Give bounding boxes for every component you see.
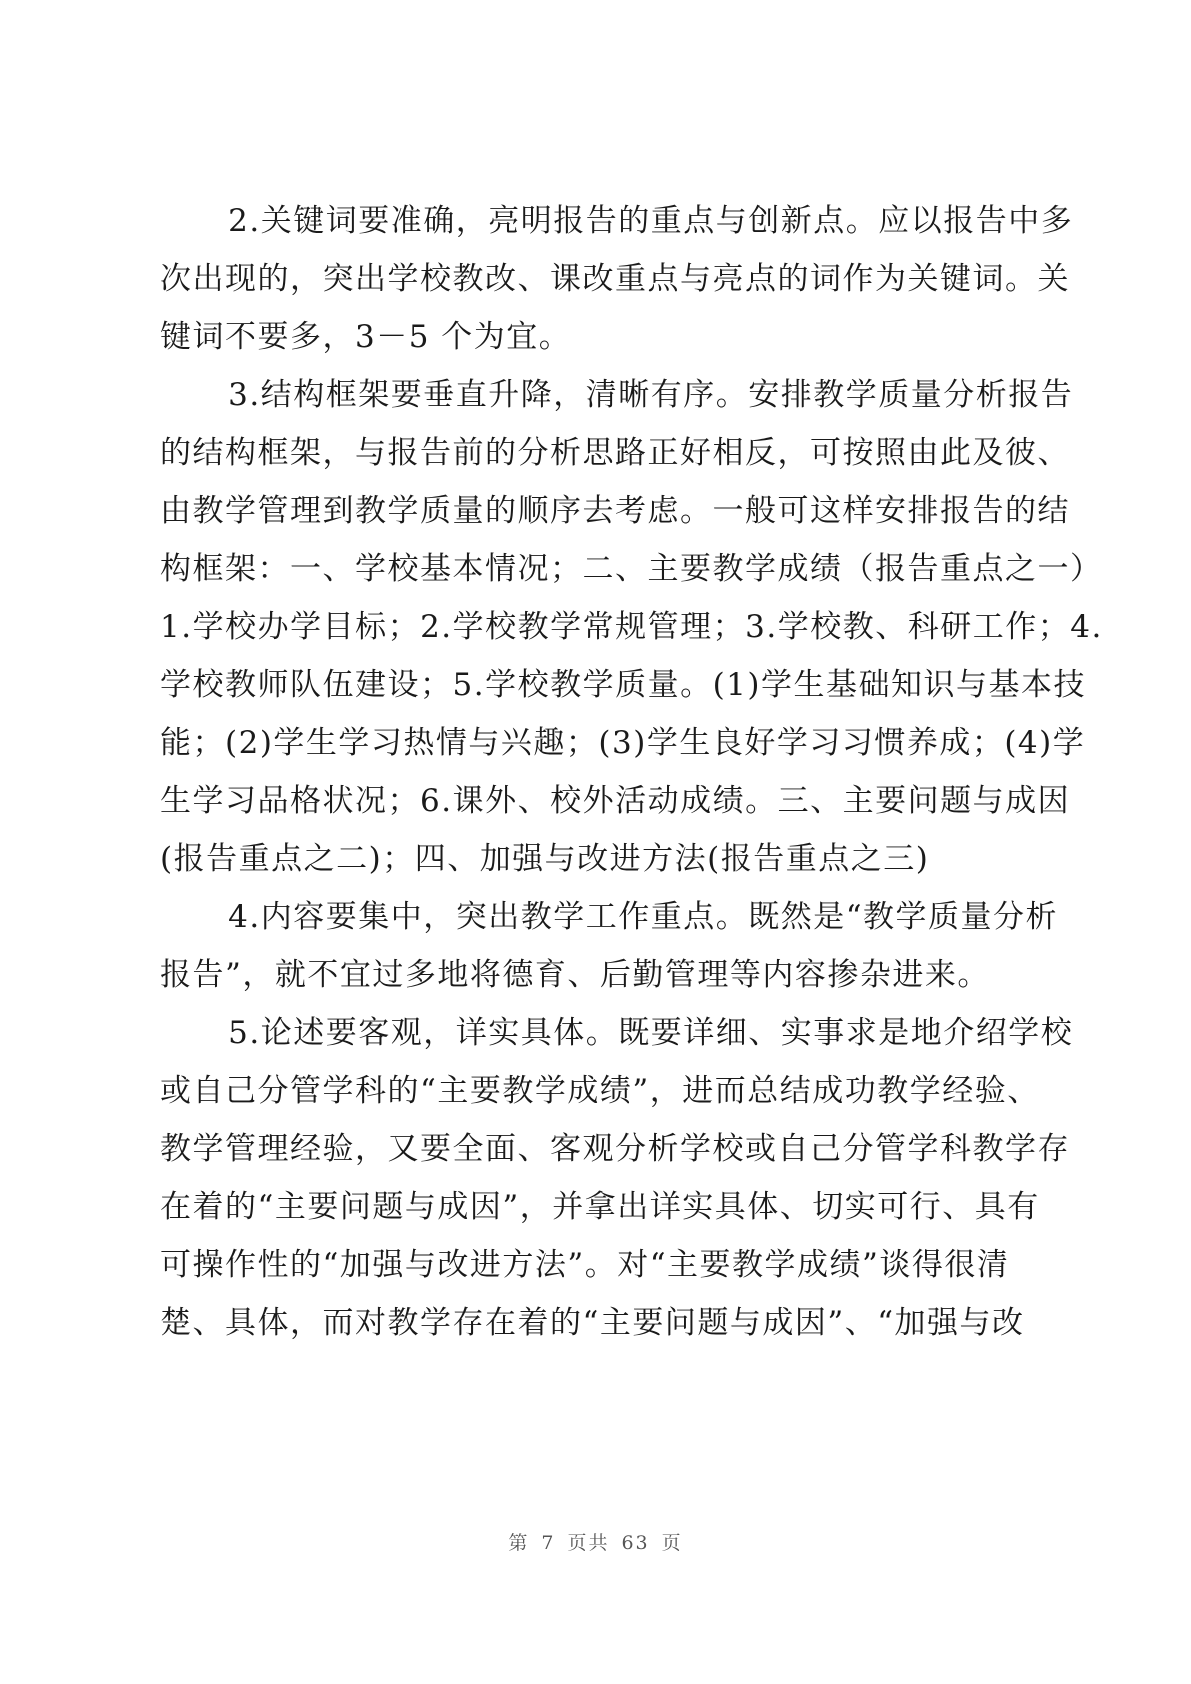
text-line: 4.内容要集中，突出教学工作重点。既然是“教学质量分析 [160, 899, 1059, 935]
footer-total-pages: 63 [621, 1532, 650, 1554]
text-line: 3.结构框架要垂直升降，清晰有序。安排教学质量分析报告 [160, 377, 1074, 413]
text-line: 学校教师队伍建设；5.学校教学质量。(1)学生基础知识与基本技 [160, 667, 1086, 703]
footer-current-page: 7 [541, 1532, 556, 1554]
text-line: 报告”，就不宜过多地将德育、后勤管理等内容掺杂进来。 [160, 957, 990, 993]
text-line: 键词不要多，3－5 个为宜。 [160, 319, 572, 355]
text-line: 教学管理经验，又要全面、客观分析学校或自己分管学科教学存 [160, 1131, 1070, 1167]
text-line: 5.论述要客观，详实具体。既要详细、实事求是地介绍学校 [160, 1015, 1074, 1051]
text-line: 构框架：一、学校基本情况；二、主要教学成绩（报告重点之一） [160, 551, 1103, 587]
text-line: 2.关键词要准确，亮明报告的重点与创新点。应以报告中多 [160, 203, 1074, 239]
text-line: 1.学校办学目标；2.学校教学常规管理；3.学校教、科研工作；4. [160, 609, 1103, 645]
footer-di: 第 [508, 1532, 530, 1554]
footer-ye-gong: 页共 [567, 1532, 610, 1554]
text-line: 或自己分管学科的“主要教学成绩”，进而总结成功教学经验、 [160, 1073, 1040, 1109]
text-line: 次出现的，突出学校教改、课改重点与亮点的词作为关键词。关 [160, 261, 1070, 297]
text-line: (报告重点之二)；四、加强与改进方法(报告重点之三) [160, 841, 930, 877]
text-line: 楚、具体，而对教学存在着的“主要问题与成因”、“加强与改 [160, 1305, 1025, 1341]
footer-ye: 页 [661, 1532, 683, 1554]
page-number-footer [0, 1528, 1191, 1555]
text-line: 的结构框架，与报告前的分析思路正好相反，可按照由此及彼、 [160, 435, 1070, 471]
text-line: 能；(2)学生学习热情与兴趣；(3)学生良好学习习惯养成；(4)学 [160, 725, 1086, 761]
text-line: 在着的“主要问题与成因”，并拿出详实具体、切实可行、具有 [160, 1189, 1040, 1225]
text-line: 生学习品格状况；6.课外、校外活动成绩。三、主要问题与成因 [160, 783, 1071, 819]
text-line: 由教学管理到教学质量的顺序去考虑。一般可这样安排报告的结 [160, 493, 1070, 529]
text-line: 可操作性的“加强与改进方法”。对“主要教学成绩”谈得很清 [160, 1247, 1010, 1283]
